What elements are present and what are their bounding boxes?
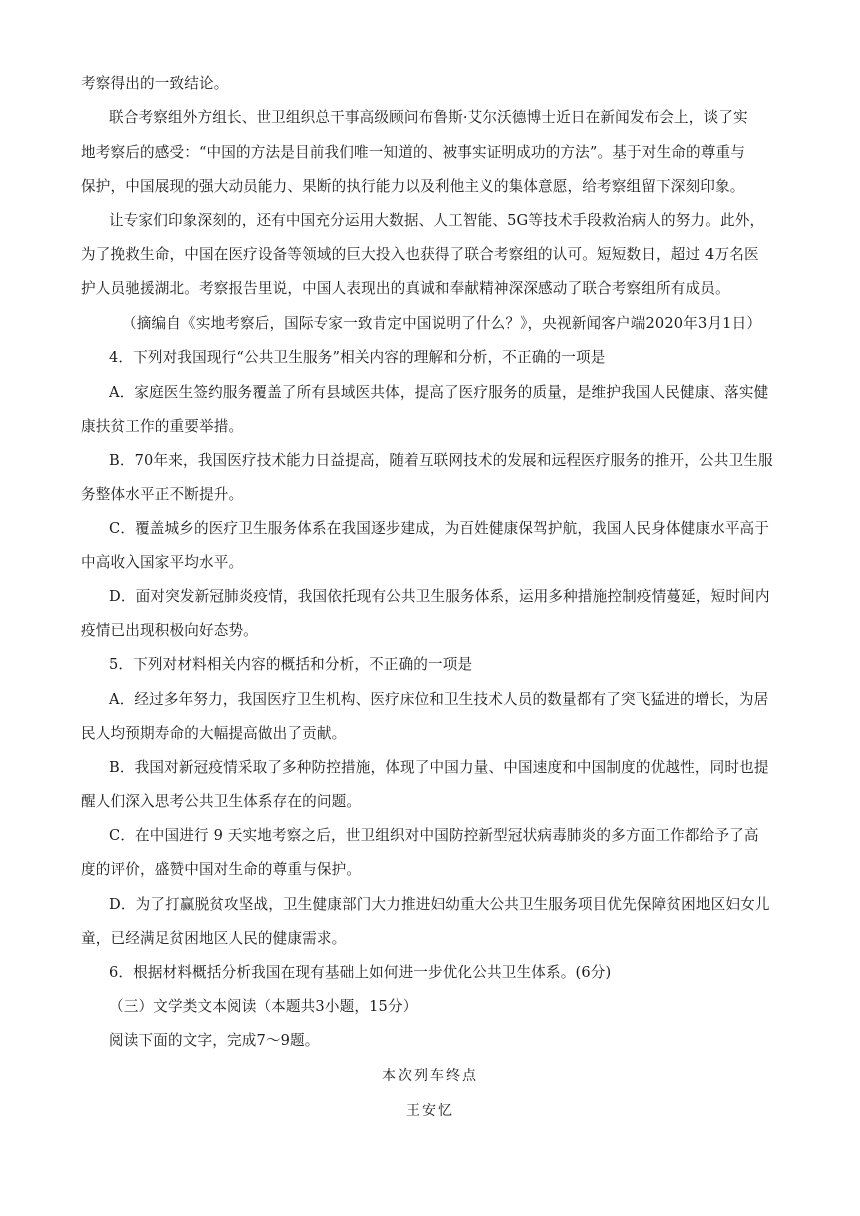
text-line: 地考察后的感受：“中国的方法是目前我们唯一知道的、被事实证明成功的方法”。基于对生命的尊重与	[81, 144, 745, 161]
text-line: 为了挽救生命，中国在医疗设备等领域的巨大投入也获得了联合考察组的认可。短短数日，超过 4万名医	[81, 246, 759, 263]
story-author: 王安忆	[406, 1103, 454, 1119]
option-text: B．70年来，我国医疗技术能力日益提高，随着互联网技术的发展和远程医疗服务的推开，公共卫生服	[109, 452, 773, 469]
text-line: 让专家们印象深刻的，还有中国充分运用大数据、人工智能、5G等技术手段救治病人的努力。此外，	[109, 212, 765, 229]
option-text: 疫情已出现积极向好态势。	[81, 622, 258, 639]
option-text: 民人均预期寿命的大幅提高做出了贡献。	[81, 725, 347, 742]
option-text: A．经过多年努力，我国医疗卫生机构、医疗床位和卫生技术人员的数量都有了突飞猛进的增长，为居	[109, 691, 769, 708]
option-text: C．在中国进行 9 天实地考察之后，世卫组织对中国防控新型冠状病毒肺炎的多方面工作都给予了高	[109, 827, 759, 844]
option-text: 醒人们深入思考公共卫生体系存在的问题。	[81, 793, 362, 810]
source-citation: （摘编自《实地考察后，国际专家一致肯定中国说明了什么？》，央视新闻客户端2020年3月1日）	[122, 315, 762, 332]
option-text: 童，已经满足贫困地区人民的健康需求。	[81, 930, 347, 947]
option-text: B．我国对新冠疫情采取了多种防控措施，体现了中国力量、中国速度和中国制度的优越性，同时也提	[109, 759, 769, 776]
option-text: A．家庭医生签约服务覆盖了所有县域医共体，提高了医疗服务的质量，是维护我国人民健康、落实健	[109, 384, 769, 401]
option-text: 务整体水平正不断提升。	[81, 486, 244, 503]
question-5: 5．下列对材料相关内容的概括和分析，不正确的一项是	[109, 656, 473, 673]
option-text: 康扶贫工作的重要举措。	[81, 418, 244, 435]
story-title: 本次列车终点	[382, 1068, 478, 1084]
instruction-text: 阅读下面的文字，完成7～9题。	[109, 1032, 320, 1049]
option-text: D．为了打赢脱贫攻坚战，卫生健康部门大力推进妇幼重大公共卫生服务项目优先保障贫困地区妇女儿	[109, 896, 770, 913]
option-text: C．覆盖城乡的医疗卫生服务体系在我国逐步建成，为百姓健康保驾护航，我国人民身体健康水平高于	[109, 520, 770, 537]
text-line: 保护，中国展现的强大动员能力、果断的执行能力以及利他主义的集体意愿，给考察组留下深刻印象。	[81, 178, 745, 195]
question-4: 4．下列对我国现行“公共卫生服务”相关内容的理解和分析，不正确的一项是	[109, 349, 606, 366]
question-6: 6．根据材料概括分析我国在现有基础上如何进一步优化公共卫生体系。(6分)	[109, 964, 612, 981]
text-line: 护人员驰援湖北。考察报告里说，中国人表现出的真诚和奉献精神深深感动了联合考察组所有成员。	[81, 280, 730, 297]
text-line: 考察得出的一致结论。	[81, 75, 229, 92]
text-line: 联合考察组外方组长、世卫组织总干事高级顾问布鲁斯·艾尔沃德博士近日在新闻发布会上，谈了实	[109, 109, 748, 126]
section-heading: （三）文学类文本阅读（本题共3小题，15分）	[109, 998, 418, 1015]
option-text: 度的评价，盛赞中国对生命的尊重与保护。	[81, 861, 362, 878]
option-text: 中高收入国家平均水平。	[81, 554, 244, 571]
option-text: D．面对突发新冠肺炎疫情，我国依托现有公共卫生服务体系，运用多种措施控制疫情蔓延，短时间内	[109, 588, 770, 605]
